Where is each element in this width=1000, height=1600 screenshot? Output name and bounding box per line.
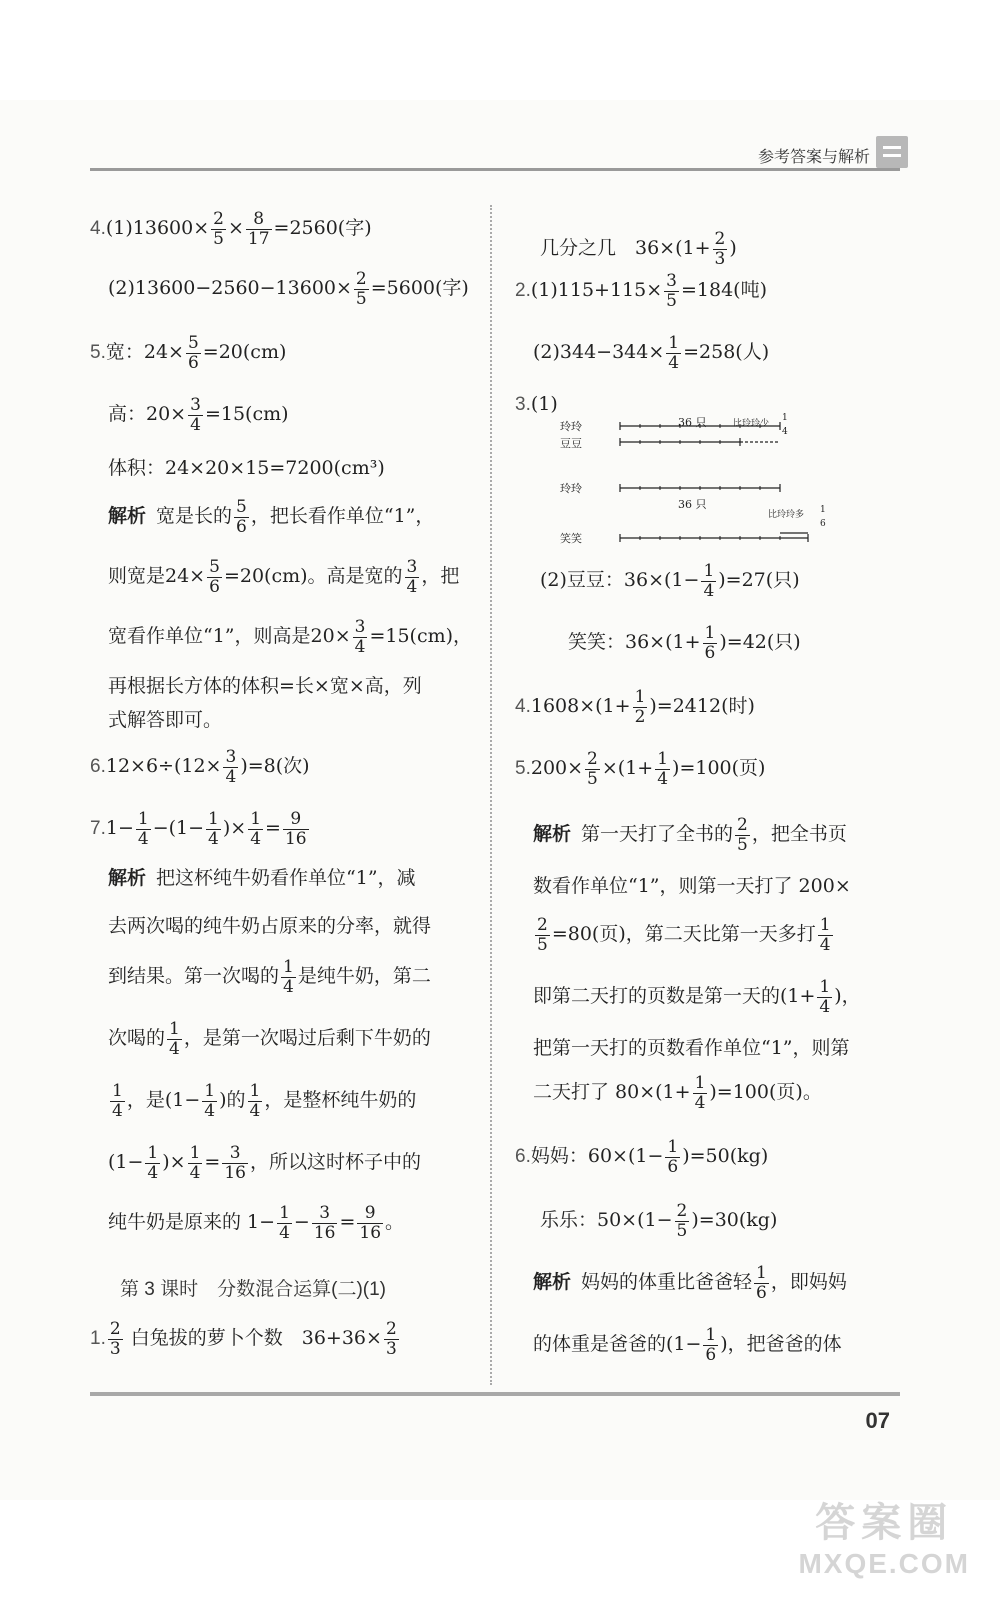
answer-5-width: 5.宽：24× $\frac{5}{6}$ =20(cm) bbox=[90, 332, 287, 373]
diagram-label-more: 比玲玲多 bbox=[768, 510, 805, 520]
answer-5: 5.200× $\frac{2}{5}$ ×(1+ $\frac{1}{4}$ )=100(页) bbox=[515, 748, 766, 789]
analysis-7-line-6: (1− $\frac{1}{4}$ )× $\frac{1}{4}$ = $\frac{3}{16}$ ，所以这时杯子中的 bbox=[108, 1142, 421, 1183]
diagram-label-linglin-2: 玲玲 bbox=[560, 482, 582, 495]
diagram-label-doudou: 豆豆 bbox=[560, 437, 582, 450]
answer-7: 7.1− $\frac{1}{4}$ −(1− $\frac{1}{4}$ )× $\frac{1}{4}$ = $\frac{9}{16}$ bbox=[90, 808, 307, 849]
answer-5-volume: 体积：24×20×15=7200(cm³) bbox=[108, 457, 385, 479]
analysis-r6-line-2: 的体重是爸爸的(1− $\frac{1}{6}$ )，把爸爸的体 bbox=[533, 1324, 842, 1365]
header-tab-icon bbox=[876, 136, 908, 168]
answer-3-part-2-xiaoxiao: 笑笑：36×(1+ $\frac{1}{6}$ )=42(只) bbox=[568, 622, 801, 663]
analysis-7-line-2: 去两次喝的纯牛奶占原来的分率，就得 bbox=[108, 915, 432, 937]
analysis-5-line-3: 宽看作单位“1”，则高是20× $\frac{3}{4}$ =15(cm)， bbox=[108, 616, 473, 657]
analysis-7-line-1: 解析 把这杯纯牛奶看作单位“1”，减 bbox=[108, 867, 416, 889]
watermark-url: MXQE.COM bbox=[798, 1548, 970, 1579]
watermark-logo bbox=[798, 1491, 970, 1580]
answer-6-mama: 6.妈妈：60×(1− $\frac{1}{6}$ )=50(kg) bbox=[515, 1136, 769, 1177]
diagram-label-36-bottom: 36 只 bbox=[678, 498, 707, 511]
analysis-7-line-7: 纯牛奶是原来的 1− $\frac{1}{4}$ − $\frac{3}{16}$ = $\frac{9}{16}$ 。 bbox=[108, 1202, 405, 1243]
answer-4-part-1: 4.(1)13600× $\frac{2}{5}$ × $\frac{8}{17}$ =2560(字) bbox=[90, 208, 372, 249]
analysis-r5-line-2: 数看作单位“1”，则第一天打了 200× bbox=[533, 875, 851, 897]
answer-6: 6.12×6÷(12× $\frac{3}{4}$ )=8(次) bbox=[90, 746, 310, 787]
analysis-r5-line-5: 把第一天打的页数看作单位“1”，则第 bbox=[533, 1037, 850, 1059]
analysis-r5-line-6: 二天打了 80×(1+ $\frac{1}{4}$ )=100(页)。 bbox=[533, 1072, 822, 1113]
watermark-text: 答案圈 bbox=[815, 1501, 954, 1545]
analysis-r5-line-3: $\frac{2}{5}$ =80(页)，第二天比第一天多打 $\frac{1}{4}$ bbox=[537, 914, 831, 955]
diagram-label-36-top: 36 只 bbox=[678, 416, 707, 429]
answer-5-height: 高：20× $\frac{3}{4}$ =15(cm) bbox=[108, 394, 289, 435]
footer-rule bbox=[90, 1392, 900, 1396]
diagram-frac-num-1: 1 bbox=[782, 413, 788, 423]
answer-6-lele: 乐乐：50×(1− $\frac{2}{5}$ )=30(kg) bbox=[540, 1200, 778, 1241]
lesson-answer-1: 1. $\frac{2}{3}$ 白兔拔的萝卜个数 36+36× $\frac{2}{3}$ bbox=[90, 1318, 397, 1359]
analysis-r5-line-4: 即第二天打的页数是第一天的(1+ $\frac{1}{4}$ )， bbox=[533, 976, 861, 1017]
answer-4: 4.1608×(1+ $\frac{1}{2}$ )=2412(时) bbox=[515, 686, 755, 727]
diagram-label-linglin-1: 玲玲 bbox=[560, 420, 582, 433]
diagram-frac-den-4: 4 bbox=[782, 427, 788, 437]
analysis-5-line-5: 式解答即可。 bbox=[108, 709, 223, 731]
analysis-5-line-2: 则宽是24× $\frac{5}{6}$ =20(cm)。高是宽的 $\frac{3}{4}$ ，把 bbox=[108, 556, 460, 597]
analysis-r6-line-1: 解析 妈妈的体重比爸爸轻 $\frac{1}{6}$ ，即妈妈 bbox=[533, 1262, 847, 1303]
analysis-5-line-1: 解析 宽是长的 $\frac{5}{6}$ ，把长看作单位“1”， bbox=[108, 496, 435, 537]
column-divider bbox=[490, 205, 492, 1385]
header-title: 参考答案与解析 bbox=[757, 147, 870, 166]
analysis-7-line-3: 到结果。第一次喝的 $\frac{1}{4}$ 是纯牛奶，第二 bbox=[108, 956, 431, 997]
answer-2-part-2: (2)344−344× $\frac{1}{4}$ =258(人) bbox=[533, 332, 770, 373]
diagram-label-less: 比玲玲少 bbox=[733, 419, 770, 429]
answer-2-part-1: 2.(1)115+115× $\frac{3}{5}$ =184(吨) bbox=[515, 270, 767, 311]
lesson-title: 第 3 课时 分数混合运算(二)(1) bbox=[120, 1279, 387, 1300]
diagram-frac-den-6: 6 bbox=[820, 519, 826, 529]
answer-1-continued: 几分之几 36×(1+ $\frac{2}{3}$ ) bbox=[540, 228, 737, 269]
diagram-label-xiaoxiao: 笑笑 bbox=[560, 532, 582, 545]
analysis-r5-line-1: 解析 第一天打了全书的 $\frac{2}{5}$ ，把全书页 bbox=[533, 814, 847, 855]
answer-3-part-2-doudou: (2)豆豆：36×(1− $\frac{1}{4}$ )=27(只) bbox=[540, 560, 800, 601]
analysis-5-line-4: 再根据长方体的体积=长×宽×高，列 bbox=[108, 675, 422, 697]
answer-4-part-2: (2)13600−2560−13600× $\frac{2}{5}$ =5600(字) bbox=[108, 268, 469, 309]
line-segment-diagram bbox=[540, 413, 840, 550]
answer-3-label: 3.(1) bbox=[515, 393, 558, 415]
page-number: 07 bbox=[865, 1408, 890, 1433]
header-rule bbox=[90, 168, 900, 171]
analysis-7-line-5: $\frac{1}{4}$ ，是(1− $\frac{1}{4}$ )的 $\frac{1}{4}$ ，是整杯纯牛奶的 bbox=[112, 1080, 417, 1121]
diagram-frac-num-1b: 1 bbox=[820, 505, 826, 515]
analysis-7-line-4: 次喝的 $\frac{1}{4}$ ，是第一次喝过后剩下牛奶的 bbox=[108, 1018, 431, 1059]
